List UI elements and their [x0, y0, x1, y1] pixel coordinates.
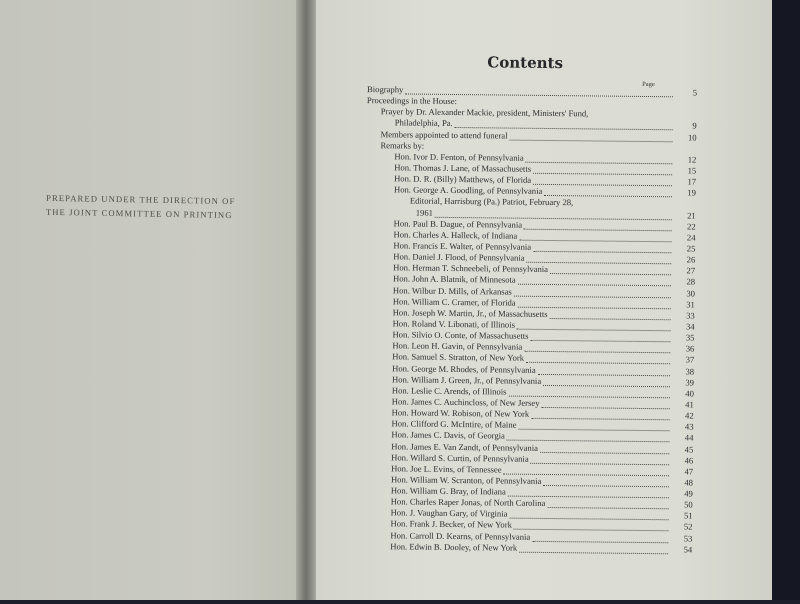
toc-page-number: 53 — [672, 533, 692, 544]
toc-entry-text: Hon. Frank J. Becker, of New York — [390, 519, 511, 531]
toc-leader-dots — [550, 309, 671, 320]
contents-title: Contents — [487, 53, 563, 72]
toc-page-number: 28 — [675, 277, 695, 288]
toc-page-number: 5 — [677, 87, 697, 98]
toc-page-number: 43 — [673, 422, 693, 433]
toc-leader-dots — [526, 253, 671, 265]
toc-leader-dots — [510, 509, 669, 521]
table-of-contents — [362, 84, 697, 555]
toc-leader-dots — [519, 420, 670, 432]
toc-entry-text: Hon. Daniel J. Flood, of Pennsylvania — [393, 251, 524, 263]
toc-page-number: 31 — [675, 299, 695, 310]
toc-page-number: 17 — [676, 176, 696, 187]
toc-entry — [362, 541, 692, 556]
toc-page-number: 27 — [675, 266, 695, 277]
toc-entry-text: Hon. Roland V. Libonati, of Illinois — [393, 318, 515, 330]
toc-page-number: 45 — [673, 444, 693, 455]
toc-entry-text: Members appointed to attend funeral — [381, 129, 508, 141]
toc-page-number: 25 — [675, 243, 695, 254]
toc-leader-dots — [543, 376, 670, 387]
toc-entry-text: 1961 — [416, 207, 433, 218]
toc-entry-text: Editorial, Harrisburg (Pa.) Patriot, February 28, — [410, 196, 573, 209]
toc-entry-text: Hon. Edwin B. Dooley, of New York — [390, 541, 517, 553]
toc-entry-text: Hon. D. R. (Billy) Matthews, of Florida — [394, 173, 531, 185]
toc-leader-dots — [509, 386, 670, 398]
toc-entry-text: Hon. Joe L. Evins, of Tennessee — [391, 463, 502, 475]
toc-leader-dots — [538, 364, 670, 375]
toc-entry-text: Hon. William W. Scranton, of Pennsylvania — [391, 474, 541, 487]
toc-leader-dots — [525, 153, 672, 165]
toc-page-number: 47 — [673, 466, 693, 477]
toc-entry-text: Hon. William C. Cramer, of Florida — [393, 296, 516, 308]
toc-leader-dots — [526, 353, 670, 365]
toc-entry-text: Hon. Wilbur D. Mills, of Arkansas — [393, 285, 512, 297]
toc-leader-dots — [510, 130, 673, 142]
toc-entry-text: Hon. Samuel S. Stratton, of New York — [392, 352, 524, 364]
book-gutter — [296, 0, 318, 600]
toc-page-number: 34 — [675, 321, 695, 332]
toc-entry-text: Hon. William J. Green, Jr., of Pennsylvania — [392, 374, 541, 387]
toc-leader-dots — [524, 342, 670, 354]
toc-leader-dots — [533, 242, 671, 253]
toc-leader-dots — [542, 398, 670, 409]
toc-entry-text: Hon. Joseph W. Martin, Jr., of Massachusetts — [393, 307, 548, 320]
toc-entry-text: Hon. Herman T. Schneebeli, of Pennsylvania — [393, 263, 548, 276]
toc-leader-dots — [503, 464, 669, 476]
toc-entry-text: Remarks by: — [380, 140, 424, 151]
toc-entry-text: Hon. Howard W. Robison, of New York — [392, 407, 530, 419]
toc-entry-text: Hon. Paul B. Dague, of Pennsylvania — [394, 218, 523, 230]
toc-entry-text: Prayer by Dr. Alexander Mackie, president, Ministers' Fund, — [381, 107, 589, 120]
toc-entry-text: Hon. James C. Auchincloss, of New Jersey — [392, 396, 540, 409]
toc-entry-text: Hon. Charles A. Halleck, of Indiana — [393, 229, 517, 241]
toc-leader-dots — [540, 442, 669, 453]
toc-page-number: 52 — [672, 522, 692, 533]
toc-page-number: 36 — [674, 344, 694, 355]
toc-page-number: 46 — [673, 455, 693, 466]
toc-entry-text: Hon. James E. Van Zandt, of Pennsylvania — [391, 441, 538, 454]
prepared-under-direction-note — [46, 191, 296, 223]
toc-entry-text: Hon. James C. Davis, of Georgia — [391, 430, 505, 442]
prepared-line-1: PREPARED UNDER THE DIRECTION OF — [46, 191, 296, 209]
toc-leader-dots — [532, 409, 670, 420]
toc-leader-dots — [530, 453, 669, 464]
toc-page-number: 35 — [674, 332, 694, 343]
toc-entry-text: Hon. Willard S. Curtin, of Pennsylvania — [391, 452, 529, 464]
toc-entry-text: Hon. John A. Blatnik, of Minnesota — [393, 274, 516, 286]
toc-leader-dots — [508, 487, 669, 499]
toc-page-number: 30 — [675, 288, 695, 299]
toc-page-number: 37 — [674, 355, 694, 366]
toc-leader-dots — [524, 219, 672, 231]
toc-leader-dots — [519, 231, 671, 243]
page-column-heading: Page — [642, 81, 655, 88]
toc-page-number: 19 — [676, 188, 696, 199]
toc-entry-text: Hon. J. Vaughan Gary, of Virginia — [391, 508, 508, 520]
toc-page-number: 44 — [673, 433, 693, 444]
toc-leader-dots — [544, 186, 672, 197]
toc-leader-dots — [506, 431, 669, 443]
toc-page-number: 41 — [674, 399, 694, 410]
toc-page-number: 9 — [677, 121, 697, 132]
toc-page-number: 48 — [673, 477, 693, 488]
left-page — [0, 0, 300, 600]
toc-page-number: 38 — [674, 366, 694, 377]
toc-leader-dots — [550, 264, 671, 275]
toc-entry-text: Hon. Leslie C. Arends, of Illinois — [392, 385, 507, 397]
toc-page-number: 15 — [676, 165, 696, 176]
toc-leader-dots — [513, 520, 668, 532]
toc-leader-dots — [548, 498, 669, 509]
toc-page-number: 51 — [673, 511, 693, 522]
toc-entry-text: Hon. Silvio O. Conte, of Massachusetts — [392, 329, 528, 341]
prepared-line-2: THE JOINT COMMITTEE ON PRINTING — [46, 205, 296, 223]
toc-leader-dots — [533, 175, 672, 186]
toc-entry-text: Hon. Leon H. Gavin, of Pennsylvania — [392, 341, 522, 353]
toc-entry-text: Hon. Ivor D. Fenton, of Pennsylvania — [394, 151, 523, 163]
toc-page-number: 24 — [675, 232, 695, 243]
toc-leader-dots — [543, 476, 669, 487]
toc-leader-dots — [455, 118, 673, 130]
toc-entry-text: Hon. Clifford G. McIntire, of Maine — [392, 419, 517, 431]
toc-entry-text: Philadelphia, Pa. — [395, 118, 453, 130]
toc-entry-text: Hon. Charles Raper Jonas, of North Carolina — [391, 497, 546, 510]
toc-entry-text: Proceedings in the House: — [367, 95, 457, 107]
toc-page-number: 49 — [673, 488, 693, 499]
toc-leader-dots — [519, 542, 668, 554]
background-edge — [772, 0, 800, 600]
toc-entry-text: Hon. Thomas J. Lane, of Massachusetts — [394, 162, 531, 174]
toc-page-number: 21 — [676, 210, 696, 221]
toc-entry-text: Hon. William G. Bray, of Indiana — [391, 485, 506, 497]
toc-leader-dots — [518, 275, 671, 287]
toc-leader-dots — [532, 531, 668, 542]
toc-page-number: 39 — [674, 377, 694, 388]
toc-leader-dots — [533, 164, 672, 175]
toc-entry-text: Hon. Francis E. Walter, of Pennsylvania — [393, 240, 531, 252]
contents-section — [354, 0, 700, 604]
toc-page-number: 26 — [675, 254, 695, 265]
toc-page-number: 50 — [673, 500, 693, 511]
toc-page-number: 42 — [674, 410, 694, 421]
toc-leader-dots — [518, 297, 671, 309]
toc-page-number: 22 — [676, 221, 696, 232]
toc-entry-text: Hon. George M. Rhodes, of Pennsylvania — [392, 363, 536, 376]
toc-page-number: 10 — [677, 132, 697, 143]
toc-leader-dots — [530, 331, 670, 342]
toc-page-number: 54 — [672, 544, 692, 555]
toc-leader-dots — [517, 320, 671, 332]
toc-page-number: 12 — [676, 154, 696, 165]
toc-entry-text: Biography — [367, 84, 403, 95]
toc-page-number: 33 — [675, 310, 695, 321]
toc-page-number: 40 — [674, 388, 694, 399]
toc-leader-dots — [514, 286, 671, 298]
toc-entry-text: Hon. Carroll D. Kearns, of Pennsylvania — [390, 530, 530, 542]
toc-entry-text: Hon. George A. Goodling, of Pennsylvania — [394, 185, 542, 198]
